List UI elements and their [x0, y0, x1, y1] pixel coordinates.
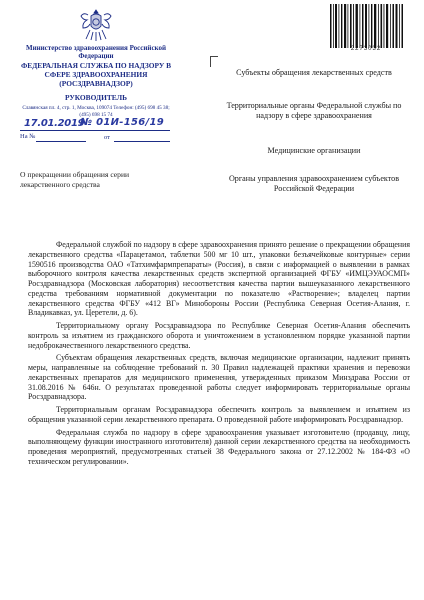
barcode-number: 2273032 [350, 46, 382, 52]
ministry-name: Министерство здравоохранения Российской Федерации [25, 44, 167, 60]
agency-address: Славянская пл. 4, стр. 1, Москва, 109074 Телефон: (495) 698 45 38; (495) 698 15 74 [22, 105, 170, 118]
sender-role: РУКОВОДИТЕЛЬ [65, 93, 127, 102]
recipient-bracket [210, 56, 218, 67]
registration-date: 17.01.2019 [24, 118, 85, 129]
reference-number-label: На № [20, 133, 36, 140]
body-paragraph-3: Субъектам обращения лекарственных средств, включая медицинские организации, надлежит принять меры, направленные на соблюдение требований п. 30 Правил надлежащей практики хранения и перевозки лекарственных препаратов для медицинского применения, утвержденных приказом Минздрава России от 31.08.2016 № 646н. О результатах проведенной работы следует информировать территориальные органы Росздравнадзора. [28, 353, 410, 402]
reg-underline [20, 130, 170, 131]
reference-date-line [114, 141, 170, 142]
reference-number-line [36, 141, 86, 142]
registration-number: № 01И-156/19 [80, 117, 164, 128]
recipient-1: Субъекты обращения лекарственных средств [236, 68, 392, 77]
body-paragraph-1: Федеральной службой по надзору в сфере здравоохранения принято решение о прекращении обращения лекарственного средства «Парацетамол, таблетки 500 мг 10 шт., упаковки безъячейковые контурные» серии 1590516 производства ОАО «Татхимфармпрепараты» (Россия), в связи с информацией о выявлении в рамках выборочного контроля качества лекарственных средств экспертной организацией ФГБУ «ИМЦЭУАОСМП» Росздравнадзора (Московская лаборатория) несоответствия качества партии вышеуказанного лекарственного средства требованиям нормативной документации по показателю «Растворение»; владелец партии лекарственного средства ФГБУ «412 ВГ» Минобороны России (Республика Северная Осетия-Алания, г. Владикавказ, ул. Церетели, д. 6). [28, 240, 410, 318]
recipient-3: Медицинские организации [267, 146, 361, 155]
body-paragraph-5: Федеральная служба по надзору в сфере здравоохранения указывает изготовителю (продавцу, лицу, выполняющему функции иностранного изготовителя) данной серии лекарственного средства на необходимость проведения мероприятий, предусмотренных статьей 38 Федерального закона от 27.12.2002 № 184-ФЗ «О техническом регулировании». [28, 427, 410, 466]
recipient-4: Органы управления здравоохранением субъектов Российской Федерации [228, 174, 400, 193]
body-paragraph-4: Территориальным органам Росздравнадзора обеспечить контроль за выявлением и изъятием из обращения указанной серии лекарственного препарата. О проведенной работе информировать Росздравнадзор. [28, 405, 410, 424]
barcode-icon [328, 4, 404, 48]
reference-date-label: от [104, 134, 111, 141]
agency-name: ФЕДЕРАЛЬНАЯ СЛУЖБА ПО НАДЗОРУ В СФЕРЕ ЗДРАВООХРАНЕНИЯ (РОСЗДРАВНАДЗОР) [20, 61, 172, 88]
body-paragraph-2: Территориальному органу Росздравнадзора по Республике Северная Осетия-Алания обеспечить контроль за изъятием из гражданского оборота и уничтожением в установленном порядке указанной партии недоброкачественного лекарственного средства. [28, 321, 410, 350]
letter-subject: О прекращении обращения серии лекарственного средства [20, 170, 130, 189]
letter-body [28, 240, 410, 470]
coat-of-arms-emblem-icon [78, 6, 114, 44]
recipient-2: Территориальные органы Федеральной службы по надзору в сфере здравоохранения [226, 101, 402, 120]
